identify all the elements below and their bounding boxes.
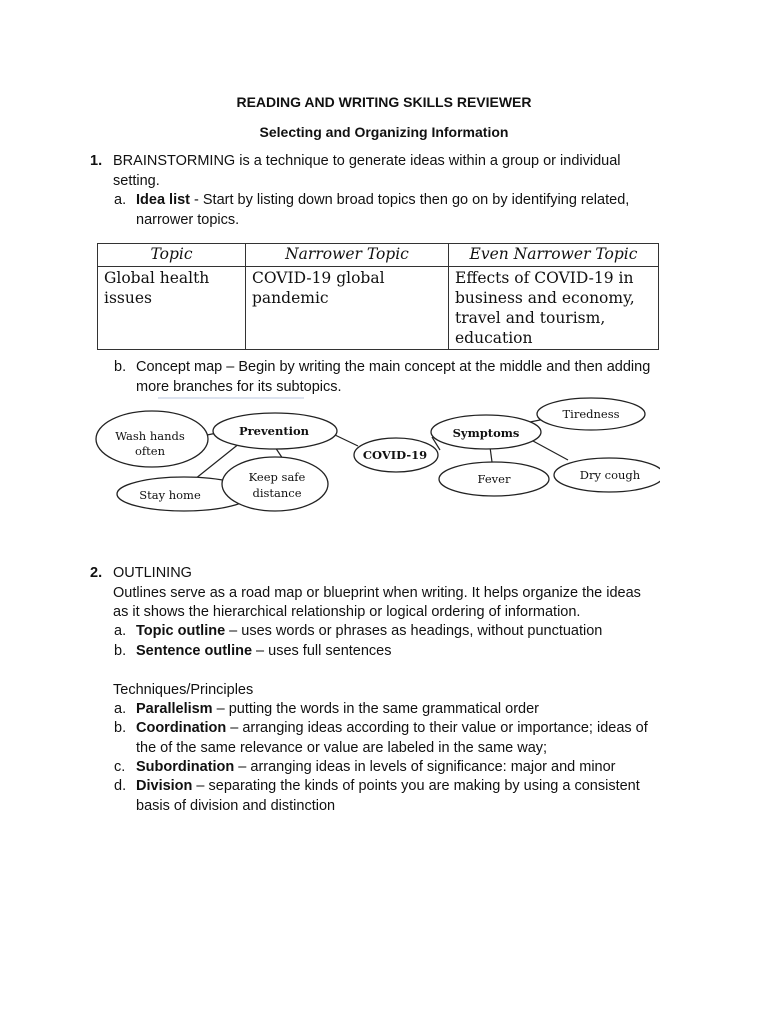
- node-label: Dry cough: [579, 468, 641, 482]
- section-2-heading: OUTLINING: [113, 565, 192, 581]
- technique-text: – putting the words in the same grammatical order: [212, 701, 539, 717]
- idea-list-text-line2: narrower topics.: [136, 211, 240, 228]
- table-header-cell: Topic: [98, 244, 246, 267]
- node-label: Keep safe: [248, 470, 306, 484]
- technique-term: Subordination: [136, 759, 235, 775]
- technique-text-line2: basis of division and distinction: [136, 797, 336, 814]
- outline-text: – uses full sentences: [252, 643, 392, 659]
- idea-list-item: [136, 191, 629, 230]
- node-label: Prevention: [238, 424, 310, 438]
- node-label: distance: [252, 486, 302, 500]
- outline-item: [136, 622, 602, 642]
- technique-marker: a.: [114, 701, 127, 717]
- technique-text-line2: the of the same relevance or value are labeled in the same way;: [136, 739, 548, 756]
- node-label: Tiredness: [562, 407, 620, 421]
- outline-item-marker: a.: [114, 623, 127, 639]
- section-2-body: [113, 564, 641, 623]
- idea-list-marker: a.: [114, 192, 127, 208]
- table-header-row: [98, 244, 659, 267]
- document-title: READING AND WRITING SKILLS REVIEWER: [236, 94, 532, 110]
- section-2-intro-line2: as it shows the hierarchical relationship or logical ordering of information.: [113, 604, 581, 620]
- section-1-number: 1.: [90, 153, 103, 169]
- section-2-number: 2.: [90, 565, 103, 581]
- concept-map-text-line1: Concept map – Begin by writing the main concept at the middle and then adding: [136, 359, 651, 375]
- technique-marker: c.: [114, 759, 126, 775]
- technique-text: – arranging ideas in levels of significance: major and minor: [234, 759, 616, 775]
- table-header-cell: Even Narrower Topic: [449, 244, 659, 267]
- outline-item-marker: b.: [114, 643, 127, 659]
- outline-text: – uses words or phrases as headings, without punctuation: [225, 623, 603, 639]
- concept-map-marker: b.: [114, 359, 127, 375]
- table-header-cell: Narrower Topic: [246, 244, 449, 267]
- node-label: Stay home: [139, 488, 201, 502]
- node-label: Symptoms: [452, 426, 520, 440]
- technique-item: [136, 719, 648, 758]
- table-row: [98, 267, 659, 350]
- table-cell: COVID-19 global pandemic: [246, 267, 449, 350]
- idea-list-table: [97, 243, 659, 350]
- node-label: COVID-19: [362, 448, 428, 462]
- technique-item: [136, 758, 616, 778]
- concept-map-text-line2: more branches for its subtopics.: [136, 378, 342, 395]
- technique-term: Division: [136, 778, 193, 794]
- section-1-heading: [113, 152, 621, 191]
- technique-item: [136, 700, 539, 720]
- table-cell: Effects of COVID-19 in business and economy, travel and tourism, education: [449, 267, 659, 350]
- idea-list-term: Idea list: [136, 192, 190, 208]
- outline-term: Sentence outline: [136, 643, 253, 659]
- technique-item: [136, 777, 640, 816]
- idea-list-text: - Start by listing down broad topics then go on by identifying related,: [190, 192, 630, 208]
- technique-marker: b.: [114, 720, 127, 736]
- technique-text: – separating the kinds of points you are making by using a consistent: [192, 778, 640, 794]
- techniques-heading: Techniques/Principles: [113, 682, 254, 698]
- technique-term: Coordination: [136, 720, 227, 736]
- section-1-heading-line1: BRAINSTORMING is a technique to generate ideas within a group or individual: [113, 153, 621, 169]
- technique-term: Parallelism: [136, 701, 213, 717]
- outline-term: Topic outline: [136, 623, 226, 639]
- concept-map-diagram: [90, 395, 660, 520]
- section-2-intro-line1: Outlines serve as a road map or blueprint when writing. It helps organize the ideas: [113, 584, 641, 601]
- section-1-heading-line2: setting.: [113, 172, 160, 189]
- node-label: Wash hands: [115, 429, 185, 443]
- node-label: Fever: [477, 472, 511, 486]
- technique-marker: d.: [114, 778, 127, 794]
- document-subtitle: Selecting and Organizing Information: [259, 124, 509, 140]
- concept-map-item: [136, 358, 650, 397]
- node-keep-safe: [222, 457, 328, 511]
- node-label: often: [134, 444, 166, 458]
- technique-text: – arranging ideas according to their value or importance; ideas of: [226, 720, 648, 736]
- table-cell: Global health issues: [98, 267, 246, 350]
- outline-item: [136, 642, 391, 662]
